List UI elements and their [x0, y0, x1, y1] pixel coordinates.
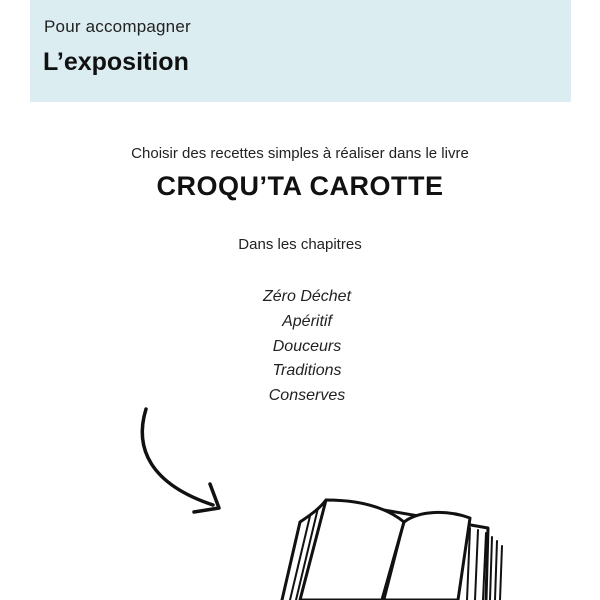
curved-arrow-icon: [142, 409, 219, 512]
header-kicker: Pour accompagner: [44, 17, 191, 36]
intro-text: Choisir des recettes simples à réaliser dans le livre: [131, 145, 469, 162]
chapter-item: Zéro Déchet: [262, 288, 352, 305]
chapter-item: Conserves: [268, 387, 346, 405]
open-book-icon: [282, 500, 502, 600]
chapter-item: Douceurs: [272, 337, 342, 355]
chapter-item: Apéritif: [282, 312, 332, 330]
chapter-item: Traditions: [272, 362, 342, 380]
header-title: L’exposition: [43, 48, 189, 76]
chapters-label: Dans les chapitres: [238, 236, 362, 253]
book-title: CROQU’TA CAROTTE: [156, 171, 444, 201]
